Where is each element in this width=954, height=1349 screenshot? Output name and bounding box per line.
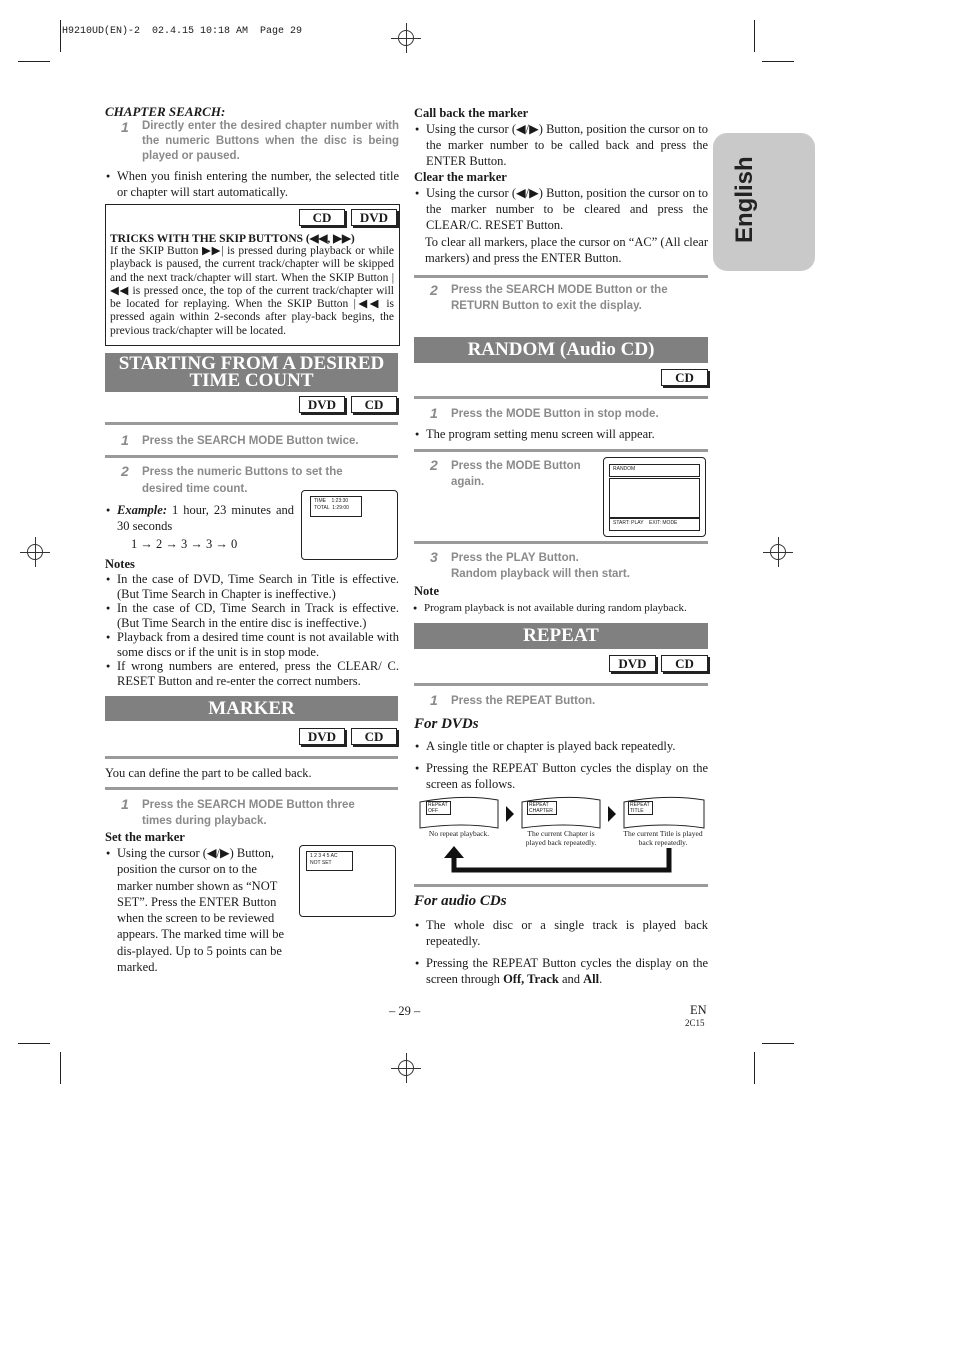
marker-display	[306, 851, 353, 871]
crop-mark	[754, 1052, 755, 1084]
cd-badge: CD	[299, 209, 345, 226]
section-rule	[414, 884, 708, 887]
marker-intro: You can define the part to be called back.	[105, 766, 312, 780]
crop-mark	[762, 1043, 794, 1044]
time-count-step1: Press the SEARCH MODE Button twice.	[142, 435, 359, 447]
clear-all-text: To clear all markers, place the cursor on “AC” (All clear markers) and press the ENTER Button.	[425, 235, 708, 265]
random-screen-list	[609, 478, 700, 518]
random-step2: Press the MODE Button again.	[451, 460, 581, 488]
random-screen-title: RANDOM	[609, 464, 700, 477]
registration-mark	[20, 537, 50, 567]
marker-step1: Press the SEARCH MODE Button three times during playback.	[142, 799, 355, 827]
cd-badge: CD	[351, 728, 397, 745]
note-item: ● In the case of DVD, Time Search in Title is effective. (But Time Search in Chapter is ineffective.)	[117, 572, 399, 601]
exit-hint: EXIT: MODE	[649, 520, 678, 526]
random-bullet: ● The program setting menu screen will appear.	[426, 426, 708, 442]
step-number: 1	[430, 405, 438, 421]
mode-all: All	[583, 972, 600, 986]
crop-mark	[762, 61, 794, 62]
for-dvds-title: For DVDs	[414, 716, 479, 732]
step-number: 3	[430, 549, 438, 565]
step-number: 1	[121, 119, 129, 135]
cd-bullet-text: Pressing the REPEAT Button cycles the display on the screen through	[426, 956, 708, 986]
heading-line: STARTING FROM A DESIRED	[118, 353, 385, 374]
random-step3: Press the PLAY Button. Random playback will then start.	[451, 552, 630, 580]
section-rule	[105, 455, 398, 458]
section-rule	[414, 275, 708, 278]
cd-badge: CD	[661, 655, 708, 672]
random-note: ● Program playback is not available during random playback.	[424, 600, 708, 616]
step-number: 2	[121, 463, 129, 479]
mode-off-track: Off, Track	[503, 972, 559, 986]
total-line: TOTAL 1:29:00	[314, 505, 349, 511]
set-marker-text: ● Using the cursor (◀/▶) Button, position the cursor on to the marker number shown as “NOT SET”. Press the ENTER Button when the screen to be reviewed appears. The marked time will be dis-played. Up to 5 points can be marked.	[117, 845, 295, 975]
crop-mark	[18, 1043, 50, 1044]
dvd-badge: DVD	[299, 396, 345, 413]
cd-bullet-text: and	[558, 972, 584, 986]
cd-bullet	[426, 955, 708, 987]
language-tab-label: English	[731, 156, 758, 243]
language-tab	[713, 133, 815, 271]
tricks-title: TRICKS WITH THE SKIP BUTTONS (◀◀, ▶▶)	[110, 233, 355, 245]
call-back-text: ● Using the cursor (◀/▶) Button, position the cursor on to the marker number to be called back and press the ENTER Button.	[426, 121, 708, 169]
example-label: Example:	[117, 503, 167, 517]
tricks-text: If the SKIP Button ▶▶| is pressed during playback or while playback is paused, the current track/chapter will be skipped and the next track/chapter will start. When the SKIP Button |◀◀ is pressed once, the top of the current track/chapter will be located for replaying. When the SKIP Button |◀◀ is pressed again within 2-seconds after play-back begins, the previous track/chapter will be located.	[110, 245, 394, 337]
section-rule	[105, 756, 398, 759]
model-code: 2C15	[685, 1018, 705, 1028]
example-text: 1 hour, 23 minutes and 30 seconds	[117, 503, 294, 533]
step-number: 1	[121, 432, 129, 448]
section-rule	[414, 541, 708, 544]
section-rule	[414, 449, 708, 452]
time-display	[310, 496, 362, 517]
marker-numbers: 1 2 3 4 5 AC	[310, 853, 338, 859]
cycle-caption: No repeat playback.	[428, 829, 490, 838]
random-note-title: Note	[414, 584, 439, 598]
marker-screen	[299, 845, 396, 917]
cd-badge: CD	[351, 396, 397, 413]
random-heading: RANDOM (Audio CD)	[414, 337, 708, 363]
cd-bullet-text: .	[599, 972, 603, 986]
registration-mark	[763, 537, 793, 567]
start-hint: START: PLAY	[613, 520, 644, 526]
clear-marker-text: ● Using the cursor (◀/▶) Button, position the cursor on to the marker number to be cleared and press the CLEAR/C. RESET Button.	[426, 185, 708, 233]
notes-title: Notes	[105, 557, 135, 571]
crop-mark	[754, 20, 755, 52]
registration-mark	[391, 23, 421, 53]
time-count-heading	[105, 353, 398, 392]
crop-mark	[60, 20, 61, 52]
example-bullet	[117, 502, 294, 534]
step-number: 1	[430, 692, 438, 708]
step-number: 1	[121, 796, 129, 812]
repeat-step1: Press the REPEAT Button.	[451, 695, 596, 707]
step-number: 2	[430, 457, 438, 473]
print-slug: H9210UD(EN)-2 02.4.15 10:18 AM Page 29	[62, 26, 303, 37]
chapter-search-bullet: ● When you finish entering the number, the selected title or chapter will start automatically.	[117, 168, 399, 200]
heading-line: TIME COUNT	[189, 370, 314, 391]
cycle-caption: The current Chapter is played back repeatedly.	[525, 829, 597, 847]
random-step1: Press the MODE Button in stop mode.	[451, 408, 659, 420]
repeat-off-box: REPEAT OFF	[426, 801, 451, 815]
section-rule	[414, 396, 708, 399]
time-line: TIME 1:23:30	[314, 498, 349, 504]
step-number: 2	[430, 282, 438, 298]
random-screen	[603, 457, 706, 537]
cd-bullet: ● The whole disc or a single track is played back repeatedly.	[426, 917, 708, 949]
crop-mark	[18, 61, 50, 62]
chapter-search-title: CHAPTER SEARCH:	[105, 104, 226, 119]
cycle-caption: The current Title is played back repeatedly.	[623, 829, 703, 847]
time-count-step2: Press the numeric Buttons to set the desired time count.	[142, 466, 343, 495]
call-back-title: Call back the marker	[414, 106, 529, 120]
registration-mark	[391, 1053, 421, 1083]
note-item: ● If wrong numbers are entered, press the CLEAR/ C. RESET Button and re-enter the correct numbers.	[117, 659, 399, 688]
note-item: ● Playback from a desired time count is not available with some discs or if the unit is in stop mode.	[117, 630, 399, 659]
marker-status: NOT SET	[310, 860, 332, 866]
dvd-badge: DVD	[351, 209, 397, 226]
set-marker-title: Set the marker	[105, 830, 185, 844]
random-screen-footer	[609, 518, 700, 531]
repeat-title-box: REPEAT TITLE	[628, 801, 653, 815]
crop-mark	[60, 1052, 61, 1084]
repeat-chapter-box: REPEAT CHAPTER	[527, 801, 557, 815]
language-code: EN	[690, 1003, 707, 1017]
for-audio-cds-title: For audio CDs	[414, 893, 507, 909]
example-sequence: 1 → 2 → 3 → 3 → 0	[131, 537, 238, 551]
repeat-heading: REPEAT	[414, 623, 708, 649]
dvd-badge: DVD	[609, 655, 656, 672]
section-rule	[105, 787, 398, 790]
dvd-bullet: ● A single title or chapter is played back repeatedly.	[426, 738, 708, 754]
cd-badge: CD	[661, 369, 708, 386]
section-rule	[105, 422, 398, 425]
marker-step2: Press the SEARCH MODE Button or the RETURN Button to exit the display.	[451, 284, 668, 312]
time-search-screen	[301, 490, 398, 560]
note-item: ● In the case of CD, Time Search in Track is effective. (But Time Search in the entire disc is ineffective.)	[117, 601, 399, 630]
section-rule	[414, 683, 708, 686]
marker-heading: MARKER	[105, 696, 398, 721]
chapter-search-step: Directly enter the desired chapter number with the numeric Buttons when the disc is being played or paused.	[142, 120, 399, 162]
dvd-badge: DVD	[299, 728, 345, 745]
clear-marker-title: Clear the marker	[414, 170, 507, 184]
dvd-bullet: ● Pressing the REPEAT Button cycles the display on the screen as follows.	[426, 760, 708, 792]
page-number: – 29 –	[389, 1004, 421, 1018]
